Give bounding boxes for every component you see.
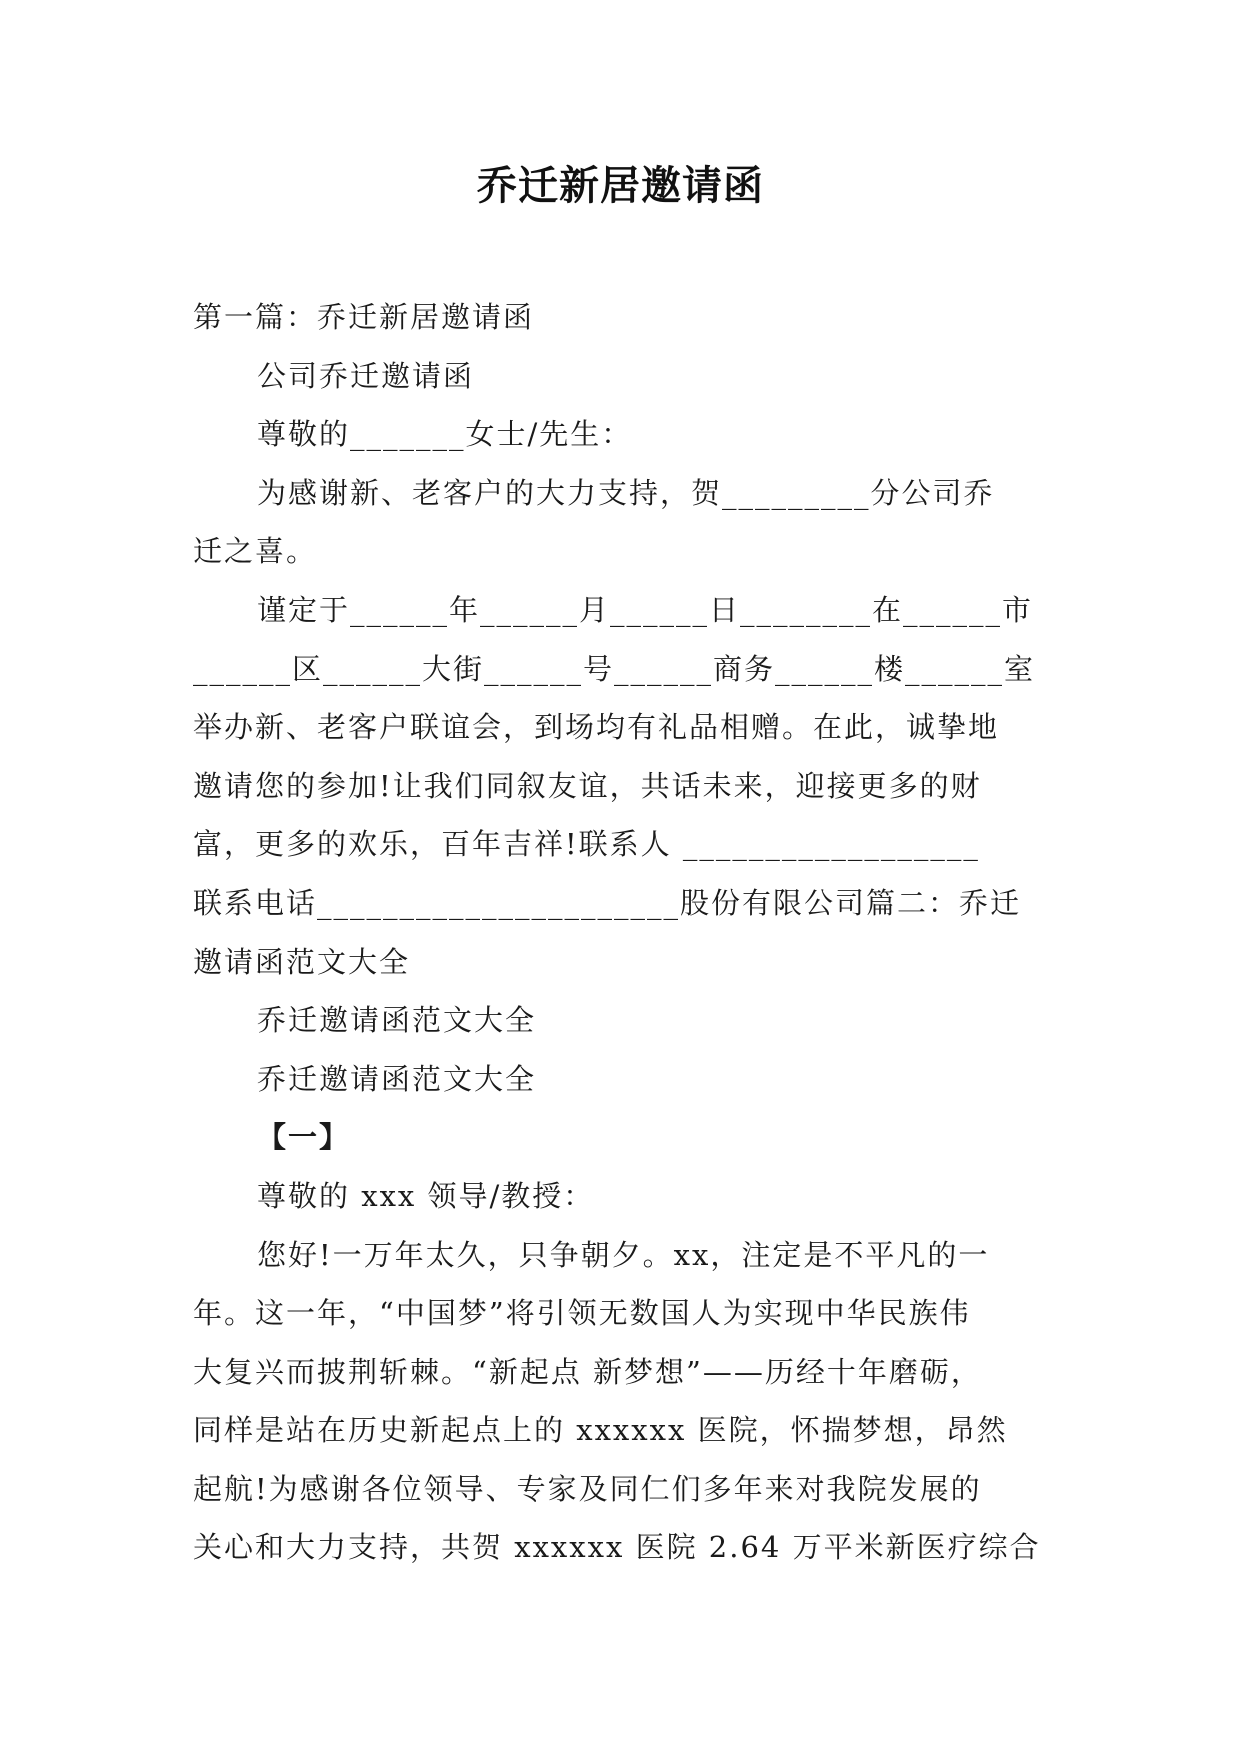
- paragraph-line: 年。这一年，“中国梦”将引领无数国人为实现中华民族伟: [193, 1296, 971, 1331]
- paragraph-line: 富，更多的欢乐，百年吉祥!联系人 __________________: [193, 827, 980, 862]
- salutation: 尊敬的 xxx 领导/教授：: [257, 1178, 595, 1213]
- paragraph-line: 起航!为感谢各位领导、专家及同仁们多年来对我院发展的: [193, 1471, 982, 1506]
- paragraph-line: 为感谢新、老客户的大力支持，贺_________分公司乔: [257, 475, 995, 510]
- document-body: [193, 288, 1053, 1577]
- paragraph-line: 大复兴而披荆斩棘。“新起点 新梦想”——历经十年磨砺，: [193, 1354, 982, 1389]
- subheading: 乔迁邀请函范文大全: [257, 1061, 537, 1096]
- document-title: 乔迁新居邀请函: [477, 162, 764, 209]
- salutation: 尊敬的_______女士/先生：: [257, 417, 633, 452]
- section-heading-1: 第一篇：乔迁新居邀请函: [193, 300, 535, 334]
- paragraph-line: ______区______大街______号______商务______楼______室: [193, 651, 1036, 686]
- paragraph-line: 联系电话______________________股份有限公司篇二：乔迁: [193, 885, 1022, 920]
- section-marker: 【一】: [257, 1120, 351, 1155]
- subheading: 公司乔迁邀请函: [257, 358, 475, 393]
- subheading: 乔迁邀请函范文大全: [257, 1003, 537, 1038]
- paragraph-line: 邀请您的参加!让我们同叙友谊，共话未来，迎接更多的财: [193, 768, 982, 803]
- paragraph-line: 迁之喜。: [193, 534, 318, 569]
- paragraph-line: 同样是站在历史新起点上的 xxxxxx 医院，怀揣梦想，昂然: [193, 1413, 1008, 1448]
- paragraph-line: 邀请函范文大全: [193, 944, 411, 979]
- paragraph-line: 您好!一万年太久，只争朝夕。xx，注定是不平凡的一: [257, 1237, 990, 1272]
- paragraph-line: 关心和大力支持，共贺 xxxxxx 医院 2.64 万平米新医疗综合: [193, 1530, 1041, 1565]
- paragraph-line: 谨定于______年______月______日________在______市: [257, 592, 1034, 627]
- paragraph-line: 举办新、老客户联谊会，到场均有礼品相赠。在此，诚挚地: [193, 710, 1000, 745]
